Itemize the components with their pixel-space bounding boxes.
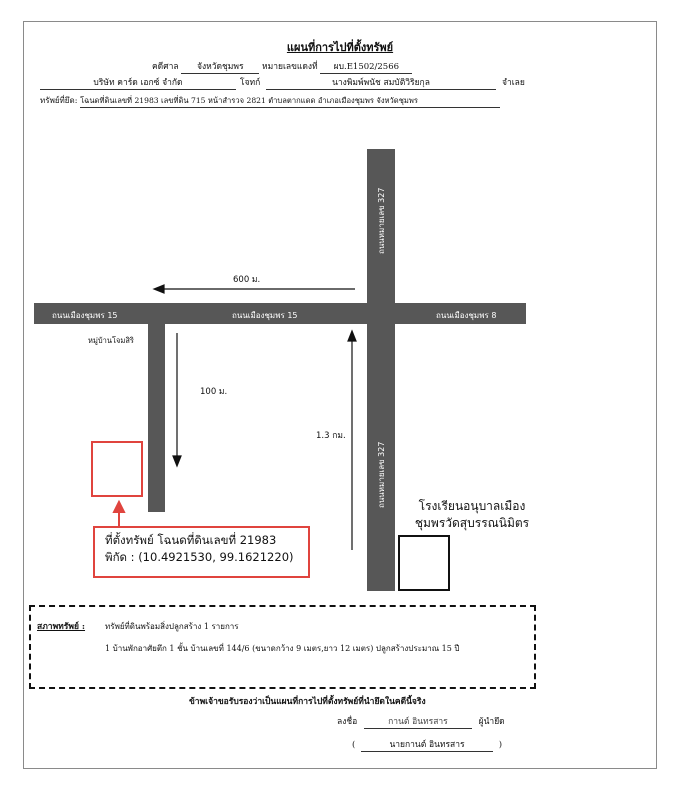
condition-label: สภาพทรัพย์ : <box>37 622 86 632</box>
arrow-100-head <box>173 456 181 466</box>
close-paren: ) <box>498 740 503 750</box>
signer-name: นายกานต์ อินทรสาร <box>361 737 493 752</box>
plaintiff-value: บริษัท คาร์ด เอกซ์ จำกัด <box>40 75 236 90</box>
property-marker <box>91 441 143 497</box>
open-paren: ( <box>352 740 356 750</box>
property-callout <box>93 526 310 578</box>
distance-100: 100 ม. <box>200 387 228 397</box>
case-value: ผบ.E1502/2566 <box>320 59 412 74</box>
sign-label: ลงชื่อ <box>337 717 358 727</box>
defendant-label: จำเลย <box>502 78 525 88</box>
doc-title: แผนที่การไปที่ตั้งทรัพย์ <box>286 41 394 54</box>
distance-600: 600 ม. <box>233 275 261 285</box>
road-label-mid: ถนนเมืองชุมพร 15 <box>232 311 298 320</box>
distance-1300: 1.3 กม. <box>316 431 346 441</box>
asset-value: โฉนดที่ดินเลขที่ 21983 เลขที่ดิน 715 หน้าสำรวจ 2821 ตำบลตากแดด อำเภอเมืองชุมพร จังหวัดชุมพร <box>80 95 500 108</box>
property-line2: พิกัด : (10.4921530, 99.1621220) <box>105 550 294 564</box>
condition-line2: 1 บ้านพักอาศัยตึก 1 ชั้น บ้านเลขที่ 144/6 (ขนาดกว้าง 9 เมตร,ยาว 12 เมตร) ปลูกสร้างประมาณ 15 ปี <box>105 644 460 653</box>
road-label-v-top: ถนนหมายเลข 327 <box>377 187 386 254</box>
plaintiff-label: โจทก์ <box>240 78 261 88</box>
role-label: ผู้นำยึด <box>478 717 505 727</box>
signature: กานต์ อินทรสาร <box>364 714 472 729</box>
name-row <box>352 737 502 752</box>
court-label: คดีศาล <box>152 62 179 72</box>
road-label-right: ถนนเมืองชุมพร 8 <box>436 311 497 320</box>
road-label-left: ถนนเมืองชุมพร 15 <box>52 311 118 320</box>
road-label-v-bottom: ถนนหมายเลข 327 <box>377 441 386 508</box>
sign-row <box>337 714 505 729</box>
asset-label: ทรัพย์ที่ยึด: <box>40 96 78 105</box>
school-line1: โรงเรียนอนุบาลเมือง <box>418 499 526 513</box>
property-line1: ที่ตั้งทรัพย์ โฉนดที่ดินเลขที่ 21983 <box>105 533 277 547</box>
certify-text: ข้าพเจ้าขอรับรองว่าเป็นแผนที่การไปที่ตั้งทรัพย์ที่นำยึดในคดีนี้จริง <box>189 697 426 707</box>
village-label: หมู่บ้านโจมสิริ <box>88 336 134 345</box>
document-page <box>23 21 657 769</box>
case-label: หมายเลขแดงที่ <box>262 62 318 72</box>
condition-line1: ทรัพย์ที่ดินพร้อมสิ่งปลูกสร้าง 1 รายการ <box>105 622 239 631</box>
arrow-1300-head <box>348 331 356 341</box>
defendant-value: นางพิมพ์พนัช สมบัติวิริยกุล <box>266 75 496 90</box>
school-marker <box>398 535 450 591</box>
pointer-head <box>114 502 124 512</box>
condition-box <box>29 605 536 689</box>
school-line2: ชุมพรวัดสุบรรณนิมิตร <box>414 516 530 530</box>
court-value: จังหวัดชุมพร <box>181 59 259 74</box>
school-label <box>406 498 538 532</box>
arrow-600-head <box>154 285 164 293</box>
